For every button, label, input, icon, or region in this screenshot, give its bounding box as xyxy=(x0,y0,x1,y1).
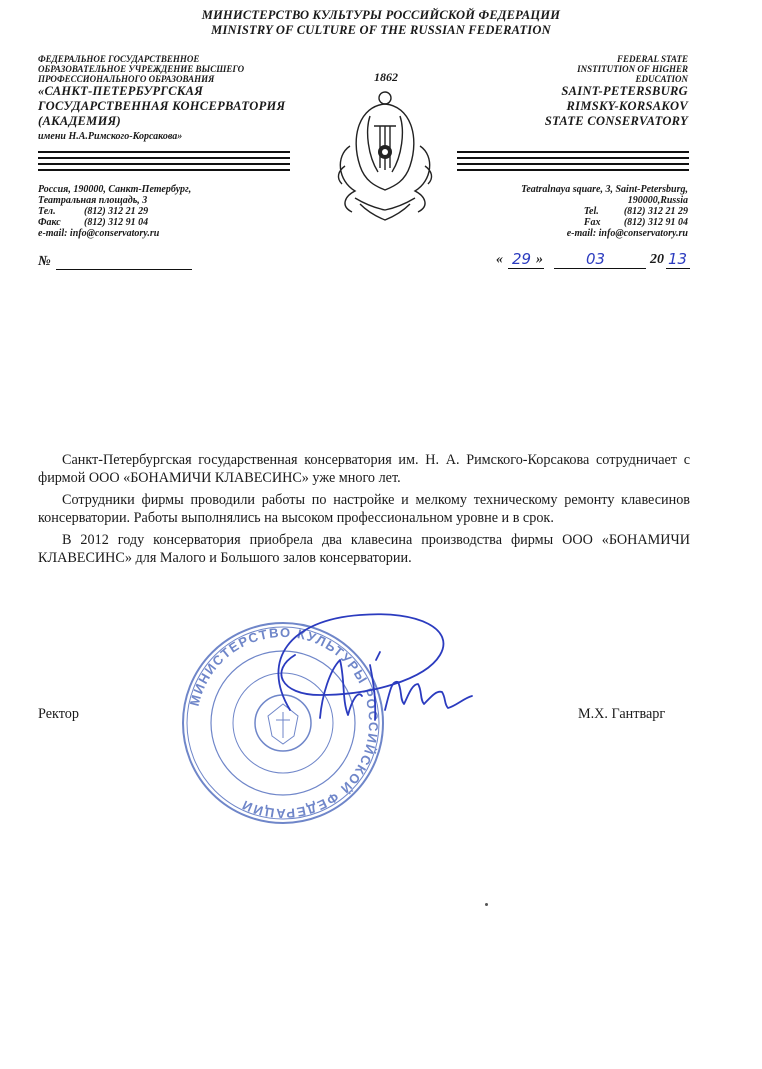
email: e-mail: info@conservatory.ru xyxy=(566,228,688,239)
signer-title: Ректор xyxy=(38,706,79,722)
left-address xyxy=(38,184,298,239)
letter-paragraph: Сотрудники фирмы проводили работы по настройке и мелкому техническому ремонту клавесинов консерватории. Работы выполнялись на высоком профессиональном уровне и в срок. xyxy=(38,492,690,526)
institution-line: EDUCATION xyxy=(635,74,688,84)
letter-paragraph: Санкт-Петербургская государственная консерватория им. Н. А. Римского-Корсакова сотрудничает с фирмой ООО «БОНАМИЧИ КЛАВЕСИНС» уже много лет. xyxy=(38,452,690,486)
fax-value: (812) 312 91 04 xyxy=(623,217,688,228)
address-line: Россия, 190000, Санкт-Петербург, xyxy=(38,184,192,195)
institution-line: ОБРАЗОВАТЕЛЬНОЕ УЧРЕЖДЕНИЕ ВЫСШЕГО xyxy=(38,64,245,74)
right-letterhead xyxy=(460,54,688,129)
tel-value: (812) 312 21 29 xyxy=(623,206,688,217)
address-line: Театральная площадь, 3 xyxy=(38,195,148,206)
date-close-quote: » xyxy=(536,252,543,267)
divider-line xyxy=(38,151,290,153)
divider-line xyxy=(457,163,689,165)
stamp-arc-text: МИНИСТЕРСТВО КУЛЬТУРЫ РОССИЙСКОЙ ФЕДЕРАЦИИ xyxy=(186,624,382,822)
institution-name-line: SAINT-PETERSBURG xyxy=(561,84,688,98)
tel-label: Тел. xyxy=(38,206,56,217)
address-line: Teatralnaya square, 3, Saint-Petersburg, xyxy=(521,184,688,195)
fax-row xyxy=(440,217,688,228)
right-address xyxy=(440,184,688,239)
speck xyxy=(485,903,488,906)
institution-line: FEDERAL STATE xyxy=(617,54,688,64)
ministry-title-en: MINISTRY OF CULTURE OF THE RUSSIAN FEDERATION xyxy=(211,23,551,37)
letter-date xyxy=(496,252,696,272)
address-line: 190000,Russia xyxy=(627,195,688,206)
divider-line xyxy=(457,157,689,159)
fax-label: Факс xyxy=(38,217,61,228)
date-underline xyxy=(554,268,646,269)
divider-line xyxy=(38,157,290,159)
email: e-mail: info@conservatory.ru xyxy=(38,228,160,239)
lyre-emblem-icon xyxy=(330,86,440,224)
letter-body xyxy=(38,451,690,567)
number-label: № xyxy=(38,254,51,269)
institution-line: ПРОФЕССИОНАЛЬНОГО ОБРАЗОВАНИЯ xyxy=(38,74,215,84)
date-underline xyxy=(508,268,544,269)
date-month: 03 xyxy=(586,250,606,268)
phone-row xyxy=(440,206,688,217)
date-year-suffix: 13 xyxy=(668,250,688,268)
fax-value: (812) 312 91 04 xyxy=(84,217,149,228)
institution-name-line: (АКАДЕМИЯ) xyxy=(38,114,121,128)
founding-year: 1862 xyxy=(374,70,398,84)
institution-name-line: RIMSKY-KORSAKOV xyxy=(566,99,688,113)
date-year-prefix: 20 xyxy=(650,252,664,267)
date-day: 29 xyxy=(512,250,532,268)
fax-label: Fax xyxy=(583,217,601,228)
letter-paragraph: В 2012 году консерватория приобрела два клавесина производства фирмы ООО «БОНАМИЧИ КЛАВЕСИНС» для Малого и Большого залов консерватории. xyxy=(38,532,690,566)
tel-value: (812) 312 21 29 xyxy=(84,206,149,217)
institution-name-line: STATE CONSERVATORY xyxy=(544,114,688,128)
fax-row xyxy=(38,217,298,228)
divider-line xyxy=(457,151,689,153)
rector-signature xyxy=(250,600,510,750)
divider-line xyxy=(38,169,290,171)
divider-line xyxy=(38,163,290,165)
date-open-quote: « xyxy=(496,252,503,267)
institution-line: INSTITUTION OF HIGHER xyxy=(577,64,688,74)
institution-name-line: «САНКТ-ПЕТЕРБУРГСКАЯ xyxy=(38,84,204,98)
divider-line xyxy=(457,169,689,171)
phone-row xyxy=(38,206,298,217)
institution-line: ФЕДЕРАЛЬНОЕ ГОСУДАРСТВЕННОЕ xyxy=(38,54,200,64)
left-letterhead xyxy=(38,54,298,142)
signer-name: М.Х. Гантварг xyxy=(578,706,666,722)
named-after: имени Н.А.Римского-Корсакова» xyxy=(38,131,183,142)
date-underline xyxy=(666,268,690,269)
number-underline xyxy=(56,269,192,270)
tel-label: Tel. xyxy=(583,206,599,217)
ministry-title-ru: МИНИСТЕРСТВО КУЛЬТУРЫ РОССИЙСКОЙ ФЕДЕРАЦИИ xyxy=(201,8,561,22)
institution-name-line: ГОСУДАРСТВЕННАЯ КОНСЕРВАТОРИЯ xyxy=(38,99,286,113)
